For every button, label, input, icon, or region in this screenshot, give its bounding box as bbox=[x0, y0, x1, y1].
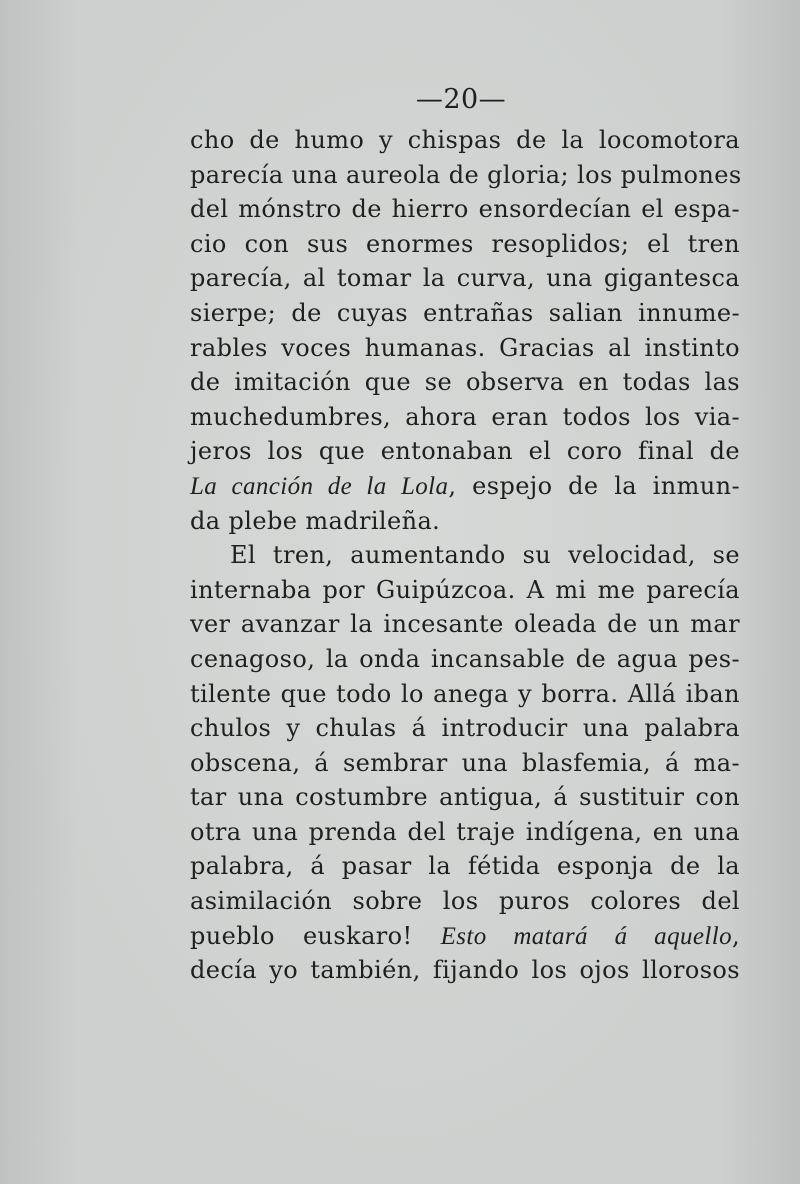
page-number: —20— bbox=[415, 84, 507, 115]
text-line: cho de humo y chispas de la locomotora bbox=[190, 126, 740, 154]
text-line: internaba por Guipúzcoa. A mi me parecía bbox=[190, 575, 740, 604]
text-line: tar una costumbre antigua, á sustituir con bbox=[190, 783, 740, 812]
paragraph-start-line: El tren, aumentando su velocidad, se bbox=[230, 541, 740, 570]
text-line: de imitación que se observa en todas las bbox=[190, 368, 740, 397]
text-line: parecía una aureola de gloria; los pulmones bbox=[190, 160, 742, 189]
text-line: cenagoso, la onda incansable de agua pes- bbox=[190, 644, 740, 673]
text-line: asimilación sobre los puros colores del bbox=[190, 887, 740, 916]
text-line: ver avanzar la incesante oleada de un mar bbox=[190, 610, 740, 639]
text-line: parecía, al tomar la curva, una gigantesca bbox=[190, 264, 740, 293]
text-line: cio con sus enormes resoplidos; el tren bbox=[190, 229, 740, 258]
body-text bbox=[190, 123, 740, 988]
text-line: del mónstro de hierro ensordecían el espa- bbox=[190, 195, 740, 224]
text-line: La canción de la Lola, espejo de la inmun- bbox=[190, 471, 740, 500]
italic-title: La canción de la Lola bbox=[190, 472, 449, 500]
text-line: obscena, á sembrar una blasfemia, á ma- bbox=[190, 748, 740, 777]
text-line: muchedumbres, ahora eran todos los via- bbox=[190, 402, 740, 431]
text-line: decía yo también, fijando los ojos llorosos bbox=[190, 956, 740, 985]
text-line: pueblo euskaro! Esto matará á aquello, bbox=[190, 921, 740, 950]
text-line: chulos y chulas á introducir una palabra bbox=[190, 714, 740, 743]
text-line: da plebe madrileña. bbox=[190, 506, 441, 535]
text-line: rables voces humanas. Gracias al instinto bbox=[190, 333, 740, 362]
italic-quote: Esto matará á aquello bbox=[440, 922, 732, 950]
text-line: tilente que todo lo anega y borra. Allá iban bbox=[190, 679, 740, 708]
text-line: sierpe; de cuyas entrañas salian innume- bbox=[190, 298, 740, 327]
text-line: palabra, á pasar la fétida esponja de la bbox=[190, 852, 740, 881]
text-line: otra una prenda del traje indígena, en una bbox=[190, 817, 740, 846]
text-line: jeros los que entonaban el coro final de bbox=[190, 437, 740, 466]
